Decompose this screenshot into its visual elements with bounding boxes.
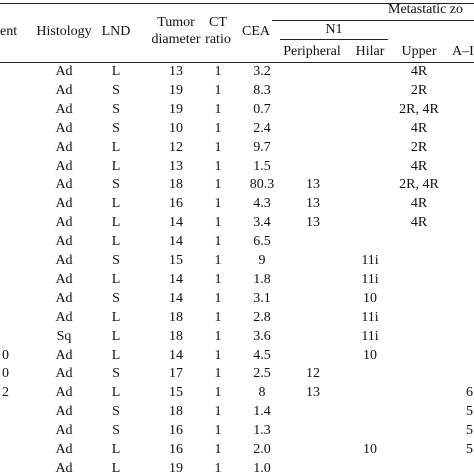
cell-cea: 3.1 [253,290,271,306]
cell-lnd: L [111,385,121,401]
cell-histology: Ad [55,120,73,136]
cell-lnd: S [112,404,120,420]
cell-tumor: 15 [169,253,183,268]
cell-lnd: L [111,215,121,231]
cell-upper: 2R, 4R [399,101,439,117]
cell-lnd: L [111,158,121,174]
cell-histology: Ad [55,271,73,287]
cell-lnd: L [111,442,121,457]
cell-lnd: L [111,139,121,155]
header-n1: N1 [325,22,343,37]
cell-peripheral: 12 [306,366,320,382]
cell-upper: 4R [410,215,428,231]
cell-upper: 4R [410,120,428,136]
header-a-column: A–I [452,44,474,59]
cell-histology: Ad [55,196,73,212]
cell-histology: Ad [55,64,73,79]
cell-ct: 1 [214,442,222,457]
cell-tumor: 19 [169,101,183,117]
cell-hilar: 10 [363,347,377,363]
cell-cea: 8.3 [253,82,271,98]
cell-patient: 0 [2,366,9,382]
cell-ct: 1 [214,64,222,79]
cell-hilar: 11i [361,253,379,268]
cell-tumor: 16 [169,423,183,439]
cell-lnd: L [111,271,121,287]
cell-tumor: 18 [169,309,183,325]
cell-tumor: 18 [169,404,183,420]
header-patient: ent [0,24,18,39]
cell-tumor: 14 [169,271,183,287]
header-lnd: LND [101,24,131,39]
cell-histology: Ad [55,366,73,382]
header-tumor-line2: diameter [151,32,201,47]
cell-ct: 1 [214,253,222,268]
cell-tumor: 10 [169,120,183,136]
cell-peripheral: 13 [306,385,320,401]
header-histology: Histology [36,24,92,39]
cell-histology: Ad [55,309,73,325]
cell-tumor: 13 [169,64,183,79]
cell-upper: 4R [410,196,428,212]
cell-tumor: 13 [169,158,183,174]
header-ct-line2: ratio [205,32,231,47]
cell-histology: Ad [55,460,73,474]
cell-histology: Ad [55,101,73,117]
cell-cea: 2.5 [253,366,271,382]
header-ct-line1: CT [209,15,227,30]
cell-ct: 1 [214,158,222,174]
cell-ct: 1 [214,139,222,155]
cell-histology: Ad [55,347,73,363]
header-metastatic-zone: Metastatic zo [388,2,464,17]
cell-ct: 1 [214,234,222,250]
cell-upper: 4R [410,158,428,174]
cell-tumor: 15 [169,385,183,401]
cell-cea: 1.8 [253,271,271,287]
cell-histology: Ad [55,139,73,155]
cell-ct: 1 [214,196,222,212]
cell-histology: Ad [55,253,73,268]
cell-lnd: S [112,423,120,439]
cell-lnd: S [112,177,120,193]
cell-cea: 8 [258,385,266,401]
cell-cea: 2.0 [253,442,271,457]
cell-cea: 9.7 [253,139,271,155]
cell-hilar: 10 [363,442,377,457]
cell-tumor: 16 [169,442,183,457]
cell-tumor: 16 [169,196,183,212]
cell-histology: Ad [55,177,73,193]
cell-tumor: 17 [169,366,183,382]
cell-hilar: 11i [361,328,379,344]
cell-histology: Ad [55,290,73,306]
cell-ct: 1 [214,177,222,193]
header-hilar: Hilar [355,44,385,59]
cell-ct: 1 [214,309,222,325]
cell-lnd: S [112,120,120,136]
cell-histology: Ad [55,404,73,420]
cell-ct: 1 [214,385,222,401]
cell-ct: 1 [214,366,222,382]
cell-histology: Ad [55,234,73,250]
cell-hilar: 11i [361,309,379,325]
cell-a: 5 [466,442,473,457]
cell-a: 5 [466,423,473,439]
cell-cea: 6.5 [253,234,271,250]
cell-cea: 1.3 [253,423,271,439]
cell-peripheral: 13 [306,196,320,212]
cell-ct: 1 [214,290,222,306]
cell-patient: 0 [2,347,9,363]
cell-ct: 1 [214,215,222,231]
header-cea: CEA [242,24,270,39]
cell-histology: Ad [55,423,73,439]
cell-lnd: L [111,234,121,250]
cell-lnd: L [111,460,121,474]
cell-cea: 3.6 [253,328,271,344]
cell-ct: 1 [214,328,222,344]
cell-lnd: L [111,309,121,325]
cell-lnd: S [112,82,120,98]
cell-ct: 1 [214,460,222,474]
cell-histology: Ad [55,215,73,231]
cell-ct: 1 [214,271,222,287]
cell-hilar: 11i [361,271,379,287]
header-bottom-rule [0,62,474,63]
cell-cea: 2.8 [253,309,271,325]
cell-tumor: 12 [169,139,183,155]
cell-lnd: S [112,253,120,268]
cell-a: 5 [466,404,473,420]
cell-tumor: 18 [169,328,183,344]
cell-upper: 4R [410,64,428,79]
cell-ct: 1 [214,404,222,420]
cell-upper: 2R, 4R [399,177,439,193]
cell-cea: 9 [258,253,266,268]
cell-cea: 2.4 [253,120,271,136]
cell-hilar: 10 [363,290,377,306]
cell-peripheral: 13 [306,215,320,231]
header-upper: Upper [401,44,437,59]
n1-rule [280,39,388,40]
cell-cea: 3.4 [253,215,271,231]
cell-tumor: 19 [169,82,183,98]
cell-cea: 4.5 [253,347,271,363]
cell-upper: 2R [410,82,428,98]
cell-histology: Sq [56,328,72,344]
cell-ct: 1 [214,120,222,136]
cell-tumor: 14 [169,347,183,363]
cell-ct: 1 [214,347,222,363]
cell-tumor: 14 [169,215,183,231]
cell-cea: 3.2 [253,64,271,79]
cell-upper: 2R [410,139,428,155]
cell-lnd: L [111,64,121,79]
cell-a: 6 [466,385,473,401]
cell-lnd: L [111,196,121,212]
header-tumor-line1: Tumor [157,15,195,30]
cell-histology: Ad [55,385,73,401]
cell-lnd: L [111,328,121,344]
cell-lnd: L [111,347,121,363]
cell-cea: 1.0 [253,460,271,474]
cell-histology: Ad [55,158,73,174]
cell-cea: 1.5 [253,158,271,174]
cell-peripheral: 13 [306,177,320,193]
cell-cea: 1.4 [253,404,271,420]
cell-cea: 0.7 [253,101,271,117]
header-peripheral: Peripheral [283,44,341,59]
cell-cea: 4.3 [253,196,271,212]
cell-patient: 2 [2,385,9,401]
cell-histology: Ad [55,82,73,98]
cell-histology: Ad [55,442,73,457]
cell-tumor: 14 [169,234,183,250]
cell-cea: 80.3 [249,177,275,193]
cell-tumor: 18 [169,177,183,193]
cell-lnd: S [112,290,120,306]
cell-tumor: 19 [169,460,183,474]
metastatic-zone-rule [272,20,474,21]
cell-ct: 1 [214,101,222,117]
cell-lnd: S [112,366,120,382]
cell-ct: 1 [214,82,222,98]
cell-lnd: S [112,101,120,117]
cell-ct: 1 [214,423,222,439]
cell-tumor: 14 [169,290,183,306]
